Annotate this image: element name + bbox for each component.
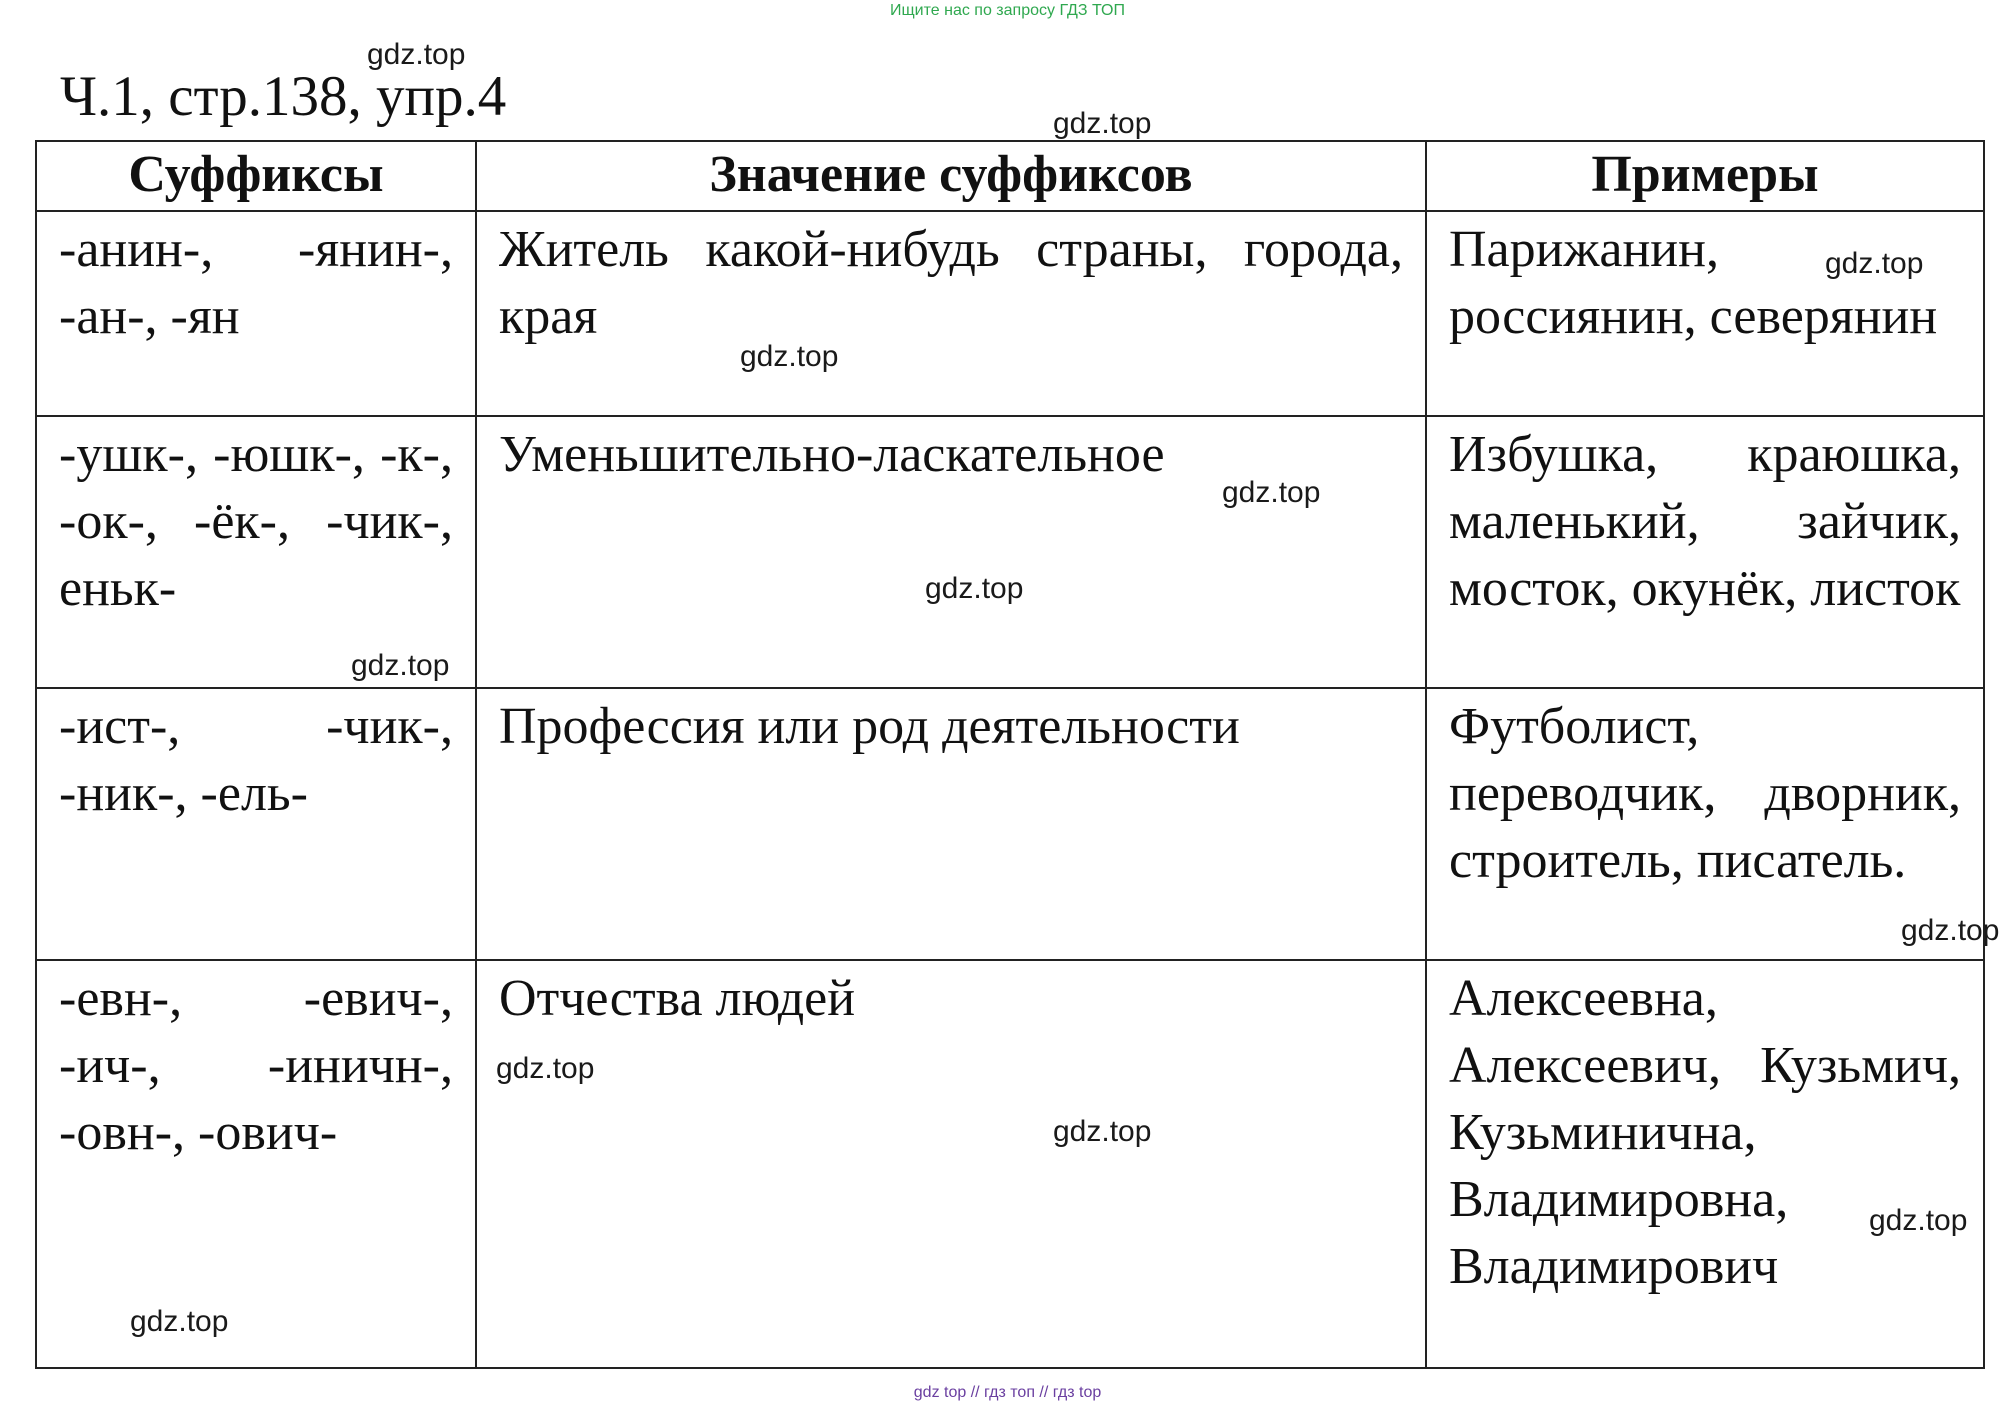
top-banner: Ищите нас по запросу ГДЗ ТОП: [890, 2, 1125, 19]
watermark: gdz.top: [351, 649, 450, 682]
watermark: gdz.top: [1222, 476, 1321, 509]
watermark: gdz.top: [740, 340, 839, 373]
watermark: gdz.top: [1869, 1204, 1968, 1237]
examples-cell: Избушка, краюшка, маленький, зайчик, мосток, окунёк, листок: [1426, 416, 1984, 688]
watermark: gdz.top: [1825, 247, 1924, 280]
watermark: gdz.top: [1053, 107, 1152, 140]
examples-cell: Парижанин, россиянин, северянин: [1426, 211, 1984, 416]
footer-links: gdz top // гдз топ // гдз top: [913, 1384, 1102, 1401]
column-header-examples: Примеры: [1426, 141, 1984, 211]
meaning-cell: Профессия или род деятельности: [476, 688, 1426, 960]
suffix-cell: -евн-, -евич-, -ич-, -иничн-, -овн-, -ович-: [36, 960, 476, 1368]
suffix-table: [35, 140, 1985, 1369]
meaning-cell: Уменьшительно-ласкательное: [476, 416, 1426, 688]
meaning-cell: Житель какой-нибудь страны, города, края: [476, 211, 1426, 416]
suffix-cell: -ушк-, -юшк-, -к-, -ок-, -ёк-, -чик-, еньк-: [36, 416, 476, 688]
page-title: Ч.1, стр.138, упр.4: [60, 65, 507, 128]
table-header-row: [36, 141, 1984, 211]
table-row: [36, 416, 1984, 688]
watermark: gdz.top: [1901, 914, 2000, 947]
watermark: gdz.top: [925, 572, 1024, 605]
meaning-cell: Отчества людей: [476, 960, 1426, 1368]
watermark: gdz.top: [496, 1052, 595, 1085]
watermark: gdz.top: [367, 38, 466, 71]
column-header-suffixes: Суффиксы: [36, 141, 476, 211]
watermark: gdz.top: [130, 1305, 229, 1338]
table-row: [36, 688, 1984, 960]
table-row: [36, 960, 1984, 1368]
suffix-cell: -ист-, -чик-, -ник-, -ель-: [36, 688, 476, 960]
examples-cell: Алексеевна, Алексеевич, Кузьмич, Кузьминична, Владимировна, Владимирович: [1426, 960, 1984, 1368]
watermark: gdz.top: [1053, 1115, 1152, 1148]
table-row: [36, 211, 1984, 416]
suffix-cell: -анин-, -янин-, -ан-, -ян: [36, 211, 476, 416]
column-header-meaning: Значение суффиксов: [476, 141, 1426, 211]
examples-cell: Футболист, переводчик, дворник, строитель, писатель.: [1426, 688, 1984, 960]
